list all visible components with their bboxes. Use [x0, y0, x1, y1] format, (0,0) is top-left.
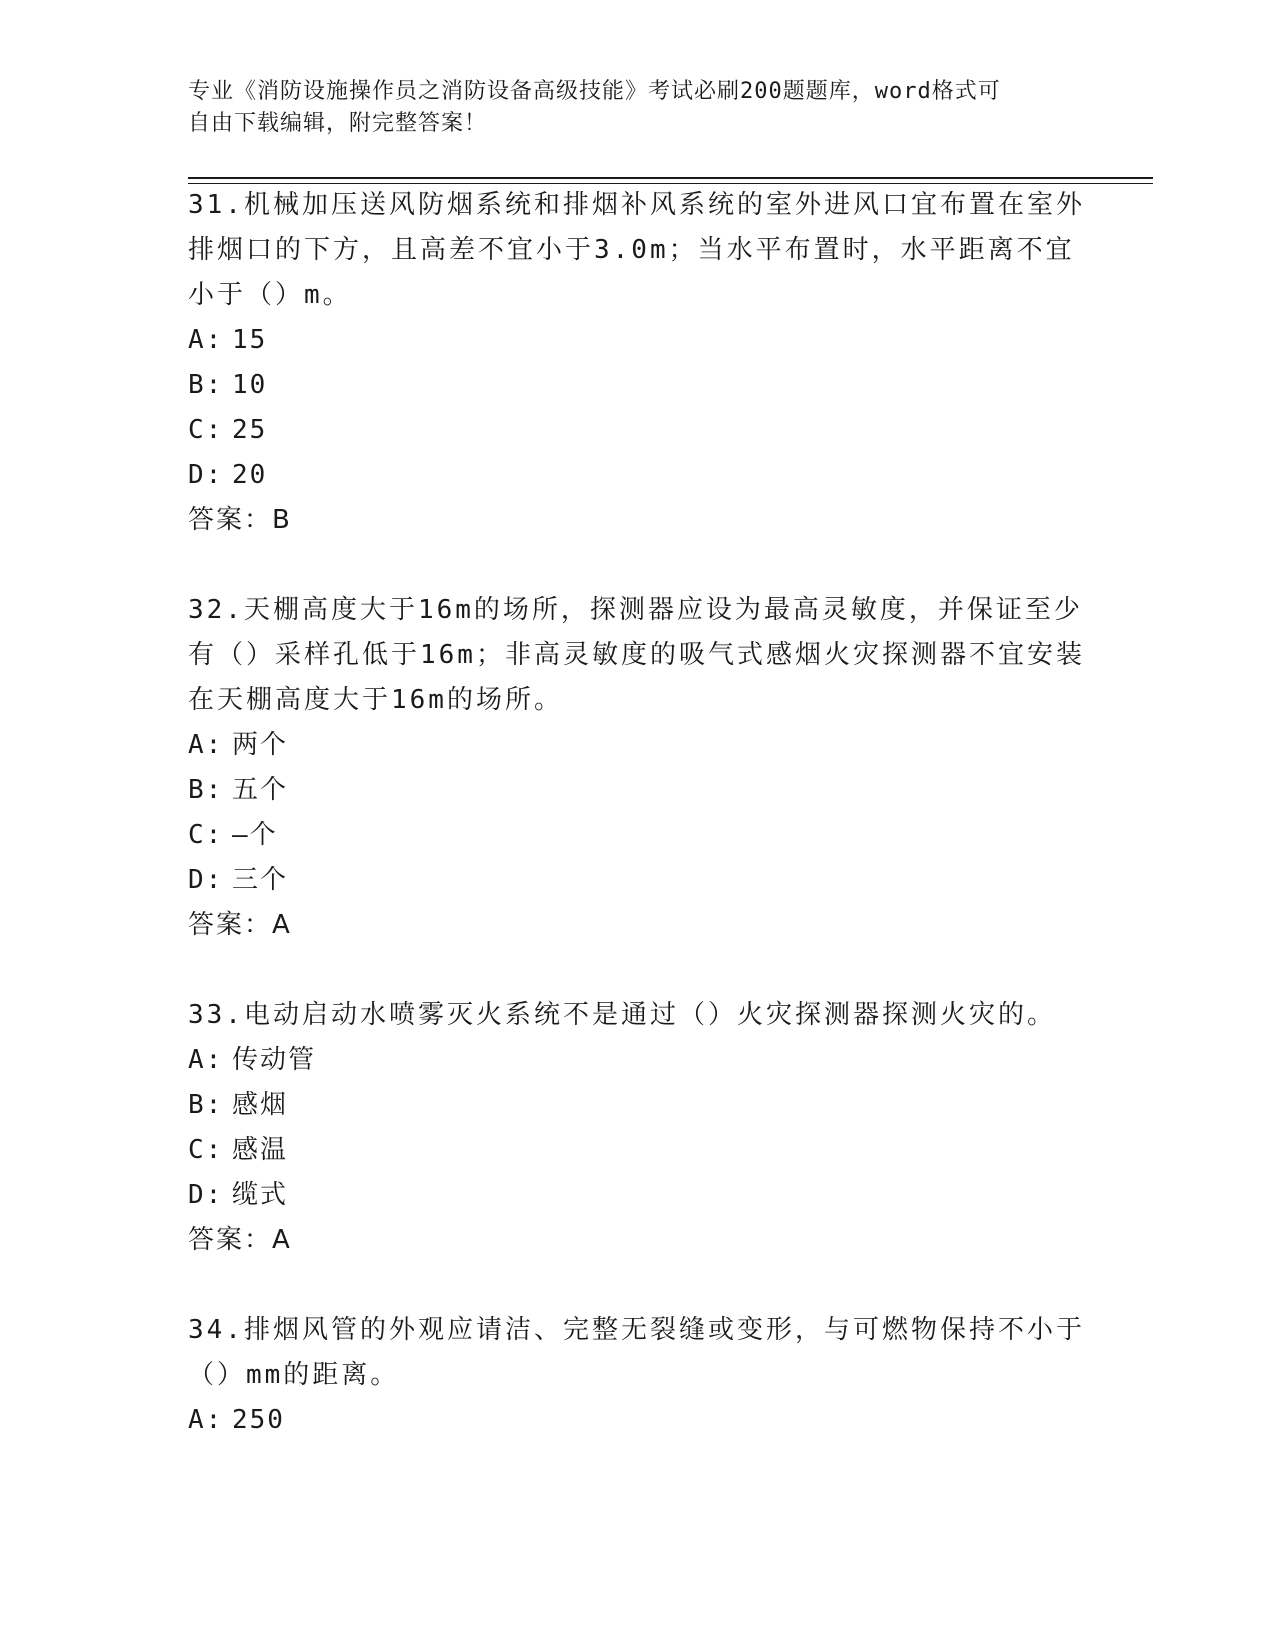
question-33 [188, 993, 1088, 1263]
question-text-line: 小于（）m。 [188, 280, 352, 310]
option-c: C: —个 [188, 820, 278, 850]
question-text-line: 34.排烟风管的外观应请洁、完整无裂缝或变形，与可燃物保持不小于 [188, 1315, 1085, 1345]
option-d: D: 缆式 [188, 1180, 289, 1210]
option-a: A: 两个 [188, 730, 289, 760]
option-d: D: 20 [188, 460, 268, 490]
option-b: B: 五个 [188, 775, 289, 805]
question-34 [188, 1308, 1088, 1443]
header-line-2: 自由下载编辑，附完整答案！ [188, 111, 488, 136]
option-c: C: 感温 [188, 1135, 289, 1165]
answer-line: 答案：A [188, 1225, 292, 1255]
option-b: B: 感烟 [188, 1090, 289, 1120]
question-32 [188, 588, 1088, 948]
question-text-line: 有（）采样孔低于16m；非高灵敏度的吸气式感烟火灾探测器不宜安装 [188, 640, 1085, 670]
question-text-line: （）mm的距离。 [188, 1360, 400, 1390]
question-text-line: 在天棚高度大于16m的场所。 [188, 685, 563, 715]
question-text-line: 33.电动启动水喷雾灭火系统不是通过（）火灾探测器探测火灾的。 [188, 1000, 1056, 1030]
header-divider-thick [188, 177, 1153, 179]
option-c: C: 25 [188, 415, 268, 445]
option-a: A: 传动管 [188, 1045, 317, 1075]
header-line-1: 专业《消防设施操作员之消防设备高级技能》考试必刷200题题库，word格式可 [188, 79, 1001, 104]
question-text-line: 排烟口的下方，且高差不宜小于3.0m；当水平布置时，水平距离不宜 [188, 235, 1075, 265]
answer-line: 答案：B [188, 505, 292, 535]
option-a: A: 15 [188, 325, 268, 355]
question-31 [188, 183, 1088, 543]
question-text-line: 31.机械加压送风防烟系统和排烟补风系统的室外进风口宜布置在室外 [188, 190, 1085, 220]
option-d: D: 三个 [188, 865, 289, 895]
question-text-line: 32.天棚高度大于16m的场所，探测器应设为最高灵敏度，并保证至少 [188, 595, 1083, 625]
document-header [188, 76, 1088, 140]
option-b: B: 10 [188, 370, 268, 400]
option-a: A: 250 [188, 1405, 285, 1435]
answer-line: 答案：A [188, 910, 292, 940]
